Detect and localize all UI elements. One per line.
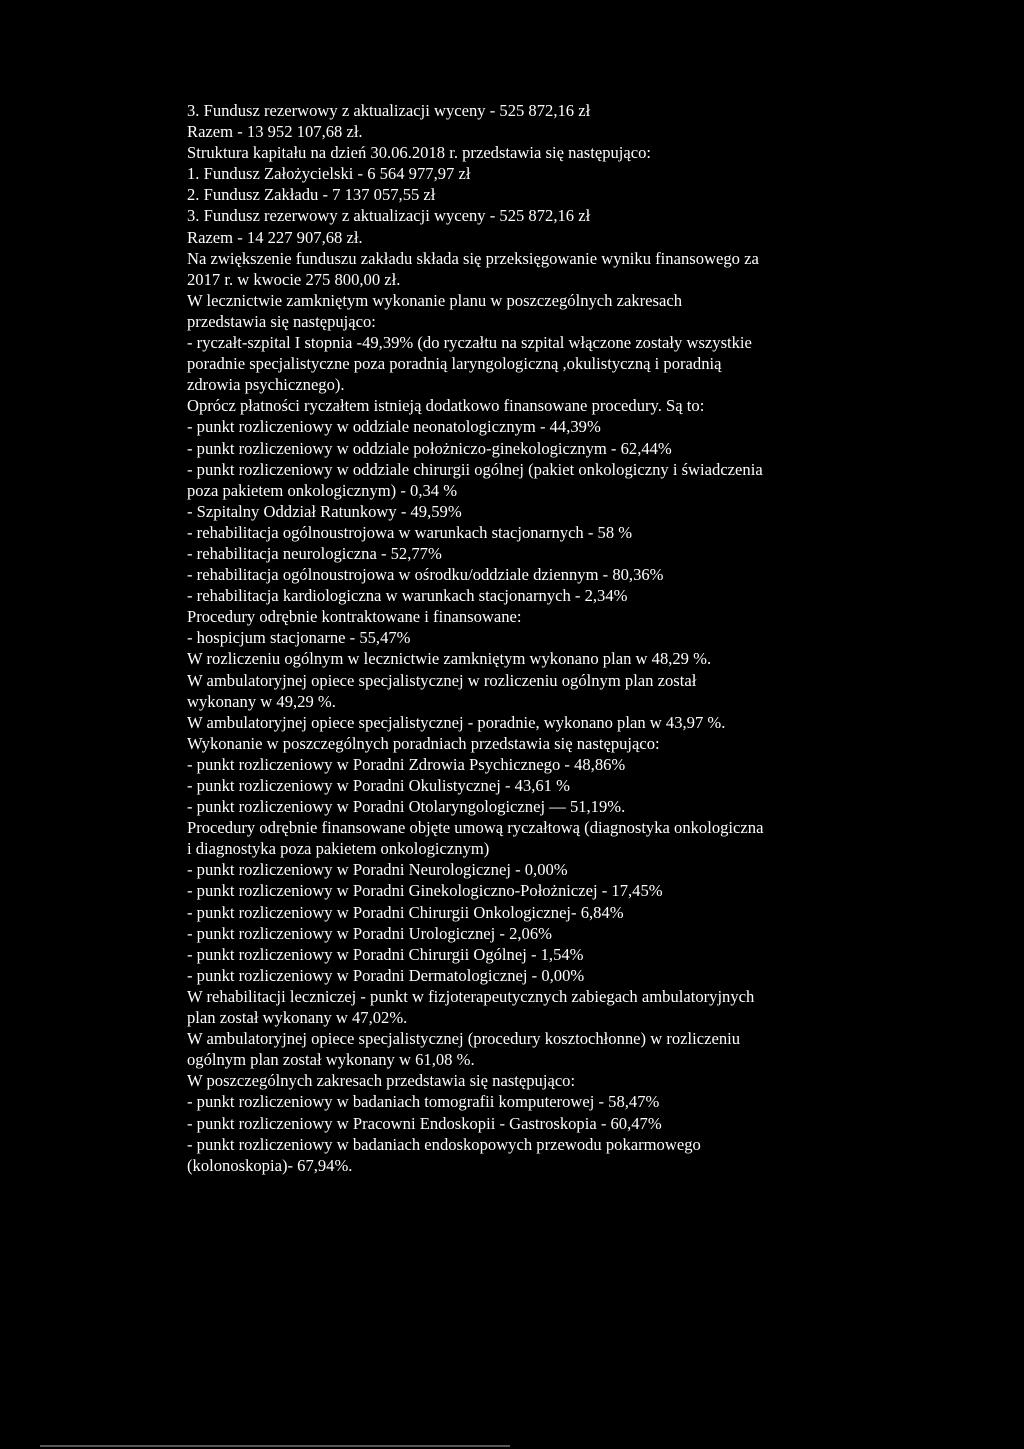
text-line: - punkt rozliczeniowy w Poradni Ginekologiczno-Położniczej - 17,45% bbox=[187, 881, 663, 901]
text-line: - punkt rozliczeniowy w Poradni Dermatologicznej - 0,00% bbox=[187, 965, 585, 985]
text-line: - punkt rozliczeniowy w Poradni Neurologicznej - 0,00% bbox=[187, 860, 568, 880]
text-line: - hospicjum stacjonarne - 55,47% bbox=[187, 628, 411, 648]
text-line: - punkt rozliczeniowy w Poradni Chirurgii Ogólnej - 1,54% bbox=[187, 944, 584, 964]
text-line: - punkt rozliczeniowy w Poradni Okulistycznej - 43,61 % bbox=[187, 776, 570, 795]
text-line: - punkt rozliczeniowy w oddziale chirurgii ogólnej (pakiet onkologiczny i świadczenia bbox=[187, 459, 763, 479]
text-line: 1. Fundusz Założycielski - 6 564 977,97 zł bbox=[187, 164, 471, 184]
text-line: poza pakietem onkologicznym) - 0,34 % bbox=[187, 480, 458, 500]
text-line: - punkt rozliczeniowy w Poradni Urologicznej - 2,06% bbox=[187, 923, 552, 943]
document-body bbox=[187, 100, 917, 1176]
text-line: Wykonanie w poszczególnych poradniach przedstawia się następująco: bbox=[187, 733, 660, 753]
text-line: poradnie specjalistyczne poza poradnią laryngologiczną ,okulistyczną i poradnią bbox=[187, 354, 722, 374]
text-line: zdrowia psychicznego). bbox=[187, 375, 345, 395]
text-line: Procedury odrębnie kontraktowane i finansowane: bbox=[187, 607, 522, 627]
text-line: przedstawia się następująco: bbox=[187, 311, 376, 331]
text-line: 2017 r. w kwocie 275 800,00 zł. bbox=[187, 269, 401, 289]
text-line: Razem - 13 952 107,68 zł. bbox=[187, 122, 363, 142]
text-line: Struktura kapitału na dzień 30.06.2018 r. przedstawia się następująco: bbox=[187, 143, 652, 163]
text-line: - punkt rozliczeniowy w Poradni Otolaryngologicznej — 51,19%. bbox=[187, 797, 626, 817]
text-line: - punkt rozliczeniowy w oddziale neonatologicznym - 44,39% bbox=[187, 417, 601, 437]
text-line: - ryczałt-szpital I stopnia -49,39% (do ryczałtu na szpital włączone zostały wszystkie bbox=[187, 333, 752, 353]
text-line: 3. Fundusz rezerwowy z aktualizacji wyceny - 525 872,16 zł bbox=[187, 101, 591, 120]
text-line: Na zwiększenie funduszu zakładu składa się przeksięgowanie wyniku finansowego za bbox=[187, 248, 759, 268]
text-line: W ambulatoryjnej opiece specjalistycznej (procedury kosztochłonne) w rozliczeniu bbox=[187, 1029, 741, 1049]
text-line: W ambulatoryjnej opiece specjalistycznej - poradnie, wykonano plan w 43,97 %. bbox=[187, 712, 726, 732]
text-line: - punkt rozliczeniowy w Poradni Chirurgii Onkologicznej- 6,84% bbox=[187, 902, 624, 922]
text-line: - Szpitalny Oddział Ratunkowy - 49,59% bbox=[187, 501, 462, 521]
text-line: - punkt rozliczeniowy w Poradni Zdrowia Psychicznego - 48,86% bbox=[187, 754, 626, 774]
text-line: ogólnym plan został wykonany w 61,08 %. bbox=[187, 1050, 475, 1070]
text-line: 3. Fundusz rezerwowy z aktualizacji wyceny - 525 872,16 zł bbox=[187, 206, 591, 226]
text-line: W rozliczeniu ogólnym w lecznictwie zamkniętym wykonano plan w 48,29 %. bbox=[187, 649, 712, 669]
text-line: W poszczególnych zakresach przedstawia się następująco: bbox=[187, 1071, 576, 1091]
text-line: plan został wykonany w 47,02%. bbox=[187, 1008, 408, 1028]
bottom-divider bbox=[40, 1445, 510, 1447]
text-line: - punkt rozliczeniowy w badaniach tomografii komputerowej - 58,47% bbox=[187, 1092, 660, 1112]
text-line: W ambulatoryjnej opiece specjalistycznej w rozliczeniu ogólnym plan został bbox=[187, 670, 697, 690]
text-line: - rehabilitacja ogólnoustrojowa w ośrodku/oddziale dziennym - 80,36% bbox=[187, 565, 664, 585]
text-line: - rehabilitacja ogólnoustrojowa w warunkach stacjonarnych - 58 % bbox=[187, 522, 633, 542]
text-line: wykonany w 49,29 %. bbox=[187, 691, 336, 711]
text-line: - rehabilitacja kardiologiczna w warunkach stacjonarnych - 2,34% bbox=[187, 586, 628, 606]
text-line: (kolonoskopia)- 67,94%. bbox=[187, 1155, 353, 1175]
text-line: - rehabilitacja neurologiczna - 52,77% bbox=[187, 543, 442, 563]
text-line: i diagnostyka poza pakietem onkologicznym) bbox=[187, 839, 490, 859]
text-line: - punkt rozliczeniowy w oddziale położniczo-ginekologicznym - 62,44% bbox=[187, 438, 672, 458]
text-line: - punkt rozliczeniowy w Pracowni Endoskopii - Gastroskopia - 60,47% bbox=[187, 1113, 662, 1133]
text-line: Oprócz płatności ryczałtem istnieją dodatkowo finansowane procedury. Są to: bbox=[187, 396, 705, 416]
text-line: W rehabilitacji leczniczej - punkt w fizjoterapeutycznych zabiegach ambulatoryjnych bbox=[187, 986, 755, 1006]
text-line: W lecznictwie zamkniętym wykonanie planu w poszczególnych zakresach bbox=[187, 290, 683, 310]
text-line: Razem - 14 227 907,68 zł. bbox=[187, 227, 363, 247]
text-line: - punkt rozliczeniowy w badaniach endoskopowych przewodu pokarmowego bbox=[187, 1134, 701, 1154]
text-line: Procedury odrębnie finansowane objęte umową ryczałtową (diagnostyka onkologiczna bbox=[187, 818, 764, 838]
text-line: 2. Fundusz Zakładu - 7 137 057,55 zł bbox=[187, 185, 436, 205]
